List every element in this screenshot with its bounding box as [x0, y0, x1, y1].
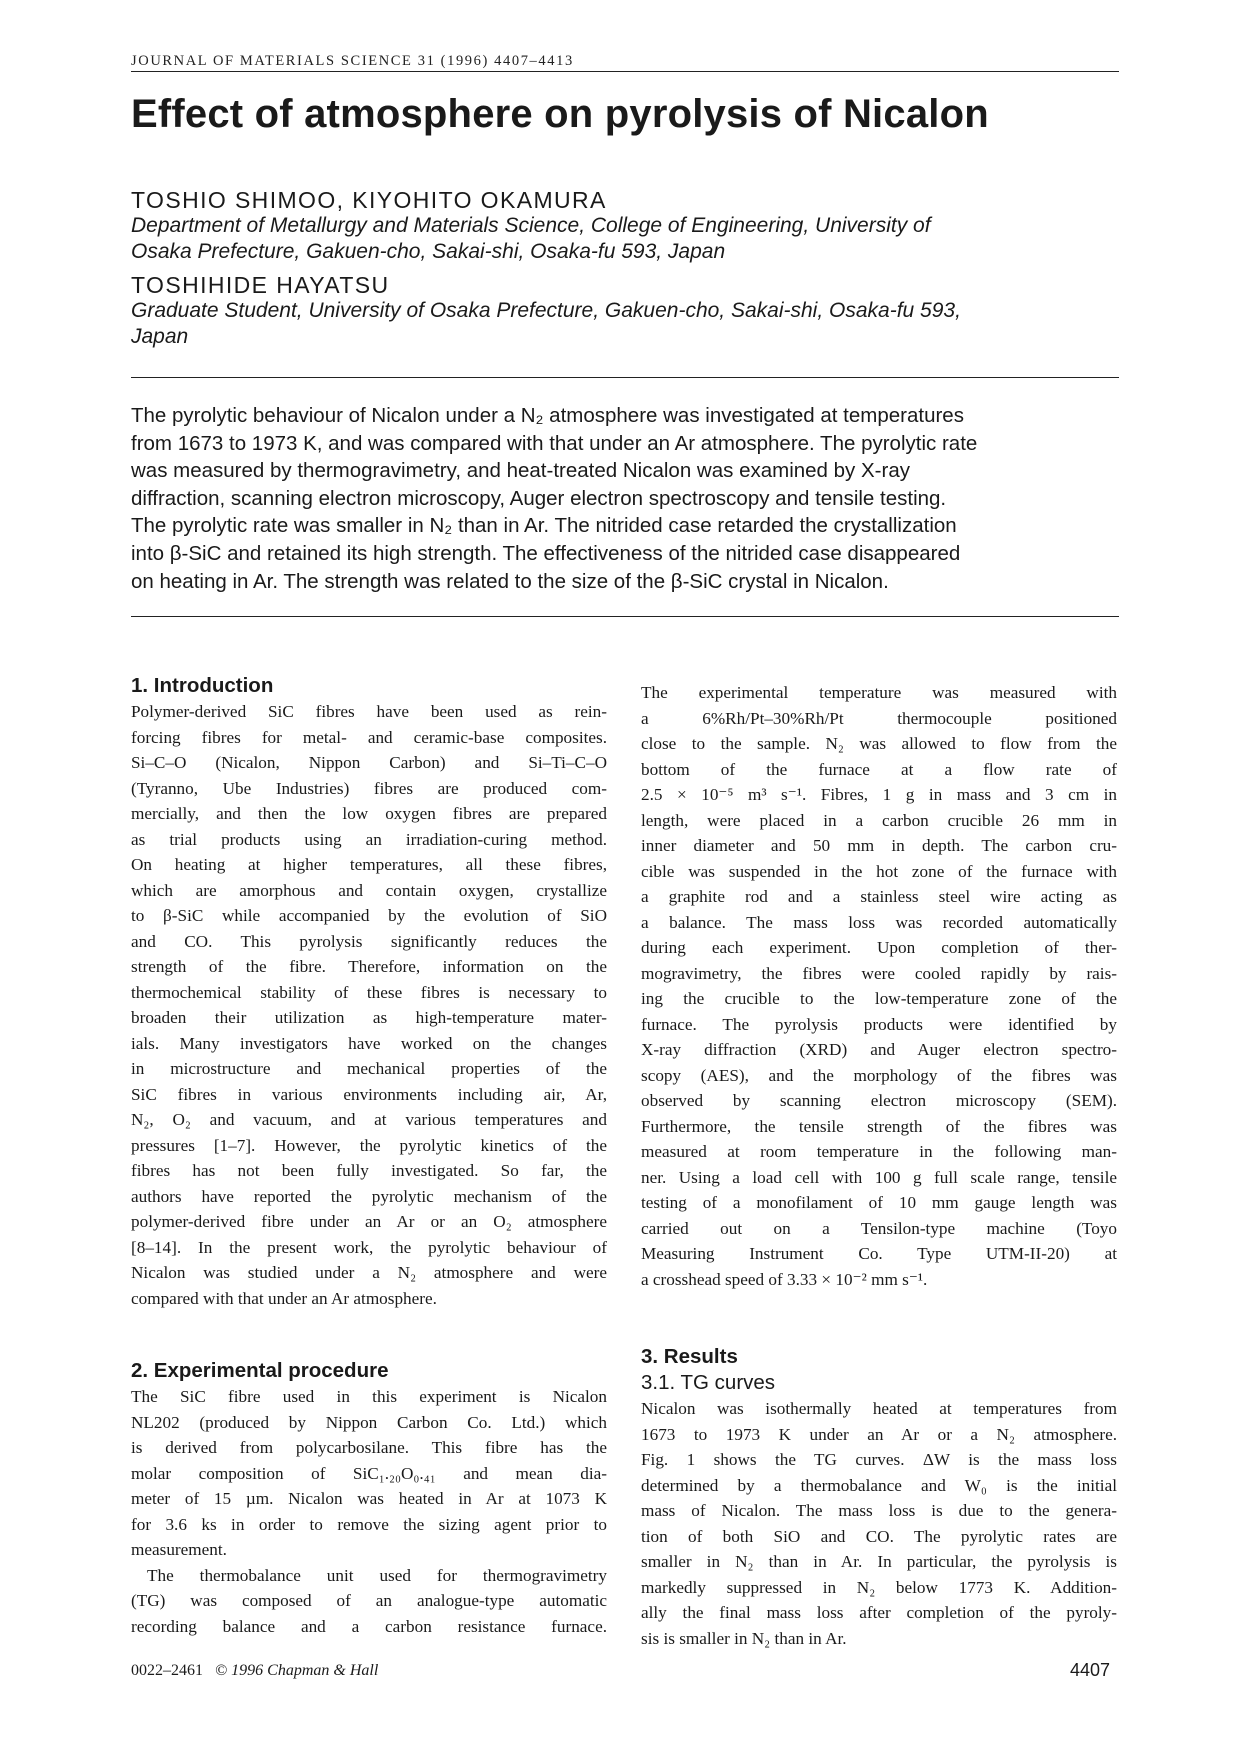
text-line: in microstructure and mechanical properties of the	[131, 1059, 607, 1078]
text-line: ner. Using a load cell with 100 g full scale range, tensile	[641, 1167, 1117, 1187]
text-line: a 6%Rh/Pt–30%Rh/Pt thermocouple positioned	[641, 708, 1117, 728]
article-title: Effect of atmosphere on pyrolysis of Nicalon	[131, 92, 989, 136]
text-line: The SiC fibre used in this experiment is Nicalon	[131, 1387, 607, 1406]
abstract-line: The pyrolytic behaviour of Nicalon under a N₂ atmosphere was investigated at temperatures	[131, 404, 964, 427]
text-line: carried out on a Tensilon-type machine (Toyo	[641, 1218, 1117, 1238]
text-line: meter of 15 µm. Nicalon was heated in Ar at 1073 K	[131, 1489, 607, 1508]
text-line: ing the crucible to the low-temperature zone of the	[641, 989, 1117, 1008]
text-line: mass of Nicalon. The mass loss is due to the genera-	[641, 1501, 1117, 1520]
text-line: is derived from polycarbosilane. This fibre has the	[131, 1438, 607, 1457]
affiliation-2	[131, 298, 961, 350]
text-line: authors have reported the pyrolytic mechanism of the	[131, 1186, 607, 1206]
text-line: for 3.6 ks in order to remove the sizing agent prior to	[131, 1514, 607, 1534]
text-line: bottom of the furnace at a flow rate of	[641, 759, 1117, 779]
text-line: which are amorphous and contain oxygen, crystallize	[131, 880, 607, 900]
text-line: length, were placed in a carbon crucible 26 mm in	[641, 810, 1117, 830]
section-heading-results: 3. Results	[641, 1345, 738, 1368]
text-line: Nicalon was isothermally heated at temperatures from	[641, 1399, 1117, 1418]
text-line: Measuring Instrument Co. Type UTM-II-20) at	[641, 1244, 1117, 1263]
text-line: tion of both SiO and CO. The pyrolytic rates are	[641, 1526, 1117, 1546]
left-column	[131, 673, 607, 1311]
text-line: close to the sample. N₂ was allowed to flow from the	[641, 734, 1117, 753]
footer-info	[131, 1662, 378, 1680]
text-line: molar composition of SiC₁.₂₀O₀.₄₁ and mean dia-	[131, 1463, 607, 1483]
affiliation-line: Osaka Prefecture, Gakuen-cho, Sakai-shi, Osaka-fu 593, Japan	[131, 240, 726, 263]
text-line: compared with that under an Ar atmosphere.	[131, 1288, 437, 1308]
text-line: (Tyranno, Ube Industries) fibres are produced com-	[131, 778, 607, 798]
author-group-1: TOSHIO SHIMOO, KIYOHITO OKAMURA	[131, 187, 607, 213]
text-line: fibres has not been fully investigated. So far, the	[131, 1161, 607, 1180]
section-heading-experimental: 2. Experimental procedure	[131, 1359, 389, 1382]
affiliation-1	[131, 213, 931, 265]
text-line: Si–C–O (Nicalon, Nippon Carbon) and Si–Ti–C–O	[131, 753, 607, 772]
abstract	[131, 402, 1121, 595]
abstract-bottom-rule	[131, 616, 1119, 617]
text-line: strength of the fibre. Therefore, information on the	[131, 957, 607, 976]
text-line: 1673 to 1973 K under an Ar or a N₂ atmosphere.	[641, 1424, 1117, 1444]
text-line: testing of a monofilament of 10 mm gauge length was	[641, 1193, 1117, 1212]
author-group-2: TOSHIHIDE HAYATSU	[131, 272, 390, 298]
text-line: a balance. The mass loss was recorded automatically	[641, 912, 1117, 932]
header-rule	[131, 71, 1119, 72]
abstract-line: diffraction, scanning electron microscopy, Auger electron spectroscopy and tensile testing.	[131, 486, 947, 510]
text-line: measurement.	[131, 1540, 227, 1559]
running-head: JOURNAL OF MATERIALS SCIENCE 31 (1996) 4407–4413	[131, 53, 574, 69]
issn-code: 0022–2461	[131, 1662, 203, 1679]
text-line: and CO. This pyrolysis significantly reduces the	[131, 931, 607, 951]
text-line: cible was suspended in the hot zone of the furnace with	[641, 861, 1117, 881]
text-line: polymer-derived fibre under an Ar or an O₂ atmosphere	[131, 1212, 607, 1231]
left-column-experimental	[131, 1358, 607, 1639]
text-line: a crosshead speed of 3.33 × 10⁻² mm s⁻¹.	[641, 1269, 928, 1289]
text-line: Fig. 1 shows the TG curves. ΔW is the mass loss	[641, 1450, 1117, 1469]
affiliation-line: Department of Metallurgy and Materials Science, College of Engineering, University of	[131, 214, 931, 237]
text-line: recording balance and a carbon resistance furnace.	[131, 1616, 607, 1636]
abstract-line: from 1673 to 1973 K, and was compared with that under an Ar atmosphere. The pyrolytic rate	[131, 431, 978, 455]
text-line: ally the final mass loss after completion of the pyroly-	[641, 1603, 1117, 1622]
text-line: during each experiment. Upon completion of ther-	[641, 938, 1117, 957]
abstract-line: into β-SiC and retained its high strength. The effectiveness of the nitrided case disappeared	[131, 541, 961, 565]
text-line: a graphite rod and a stainless steel wire acting as	[641, 887, 1117, 906]
text-line: [8–14]. In the present work, the pyrolytic behaviour of	[131, 1237, 607, 1257]
text-line: observed by scanning electron microscopy (SEM).	[641, 1091, 1117, 1110]
text-line: thermochemical stability of these fibres is necessary to	[131, 982, 607, 1002]
text-line: Polymer-derived SiC fibres have been used as rein-	[131, 702, 607, 721]
experimental-continued-paragraph	[641, 680, 1117, 1292]
affiliation-line: Japan	[131, 325, 189, 348]
text-line: The experimental temperature was measured with	[641, 683, 1117, 702]
abstract-line: was measured by thermogravimetry, and heat-treated Nicalon was examined by X-ray	[131, 459, 910, 483]
introduction-paragraph	[131, 699, 607, 1311]
text-line: as trial products using an irradiation-curing method.	[131, 829, 607, 849]
text-line: ials. Many investigators have worked on the changes	[131, 1033, 607, 1053]
text-line: 2.5 × 10⁻⁵ m³ s⁻¹. Fibres, 1 g in mass and 3 cm in	[641, 785, 1117, 804]
text-line: N₂, O₂ and vacuum, and at various temperatures and	[131, 1110, 607, 1129]
page-number: 4407	[1070, 1660, 1111, 1680]
affiliation-line: Graduate Student, University of Osaka Prefecture, Gakuen-cho, Sakai-shi, Osaka-fu 593,	[131, 299, 961, 322]
results-paragraph	[641, 1396, 1117, 1651]
text-line: to β-SiC while accompanied by the evolution of SiO	[131, 906, 607, 925]
subsection-heading-tg-curves: 3.1. TG curves	[641, 1371, 776, 1394]
copyright-notice: © 1996 Chapman & Hall	[215, 1662, 379, 1679]
abstract-top-rule	[131, 377, 1119, 378]
right-column-results	[641, 1344, 1117, 1651]
text-line: smaller in N₂ than in Ar. In particular, the pyrolysis is	[641, 1552, 1117, 1571]
text-line: markedly suppressed in N₂ below 1773 K. Addition-	[641, 1577, 1117, 1597]
text-line: forcing fibres for metal- and ceramic-base composites.	[131, 727, 607, 747]
section-heading-introduction: 1. Introduction	[131, 674, 274, 697]
text-line: pressures [1–7]. However, the pyrolytic kinetics of the	[131, 1135, 607, 1155]
text-line: On heating at higher temperatures, all these fibres,	[131, 855, 607, 874]
text-line: mercially, and then the low oxygen fibres are prepared	[131, 804, 607, 823]
text-line: determined by a thermobalance and W₀ is the initial	[641, 1475, 1117, 1495]
text-line: Nicalon was studied under a N₂ atmosphere and were	[131, 1263, 607, 1282]
text-line: (TG) was composed of an analogue-type automatic	[131, 1591, 607, 1610]
text-line: scopy (AES), and the morphology of the fibres was	[641, 1065, 1117, 1085]
text-line: SiC fibres in various environments including air, Ar,	[131, 1084, 607, 1104]
abstract-line: on heating in Ar. The strength was related to the size of the β-SiC crystal in Nicalon.	[131, 569, 889, 593]
text-line: inner diameter and 50 mm in depth. The carbon cru-	[641, 836, 1117, 855]
text-line: sis is smaller in N₂ than in Ar.	[641, 1628, 847, 1648]
text-line: The thermobalance unit used for thermogravimetry	[147, 1565, 607, 1585]
abstract-line: The pyrolytic rate was smaller in N₂ than in Ar. The nitrided case retarded the crystallization	[131, 514, 957, 538]
text-line: measured at room temperature in the following man-	[641, 1142, 1117, 1161]
experimental-paragraph-2	[131, 1563, 607, 1640]
right-column	[641, 680, 1117, 1292]
text-line: broaden their utilization as high-temperature mater-	[131, 1008, 607, 1027]
text-line: NL202 (produced by Nippon Carbon Co. Ltd.) which	[131, 1412, 607, 1432]
text-line: Furthermore, the tensile strength of the fibres was	[641, 1116, 1117, 1136]
text-line: X-ray diffraction (XRD) and Auger electron spectro-	[641, 1040, 1117, 1059]
text-line: furnace. The pyrolysis products were identified by	[641, 1014, 1117, 1034]
text-line: mogravimetry, the fibres were cooled rapidly by rais-	[641, 963, 1117, 983]
experimental-paragraph	[131, 1384, 607, 1563]
